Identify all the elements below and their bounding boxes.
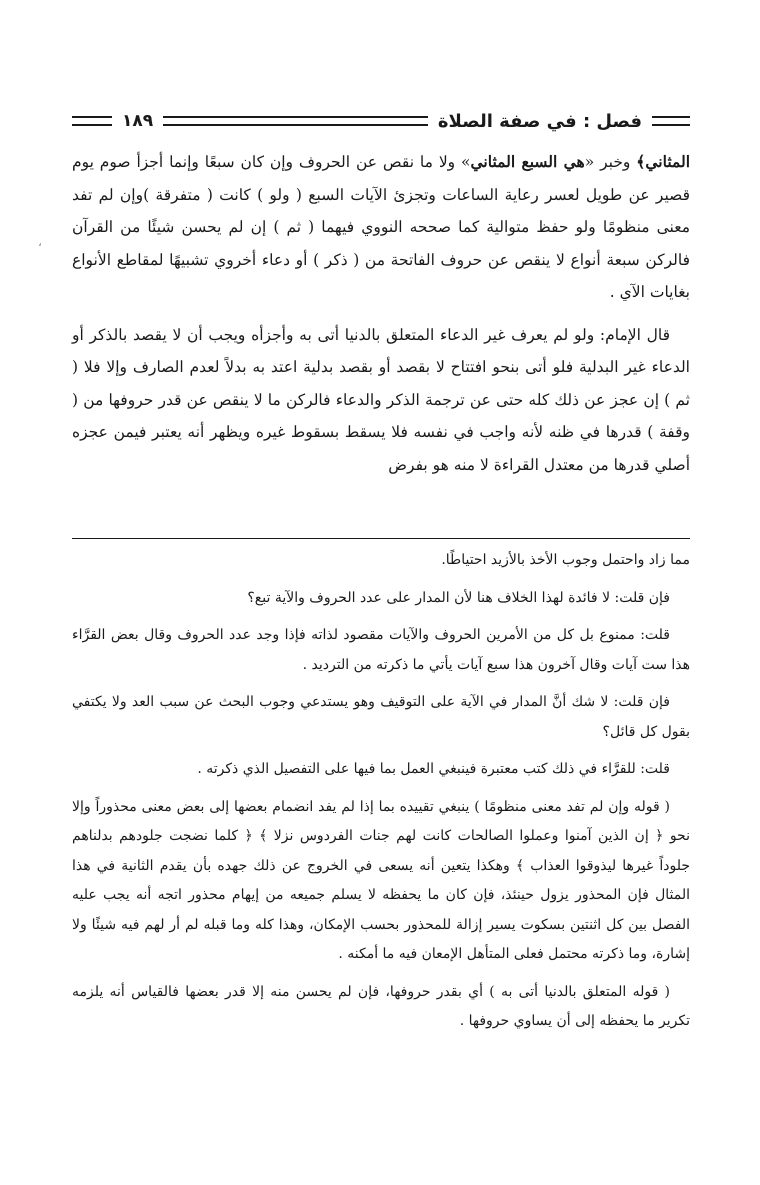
margin-mark: ، bbox=[38, 235, 42, 249]
header-rule-right bbox=[652, 116, 690, 126]
header-rule-left bbox=[72, 116, 112, 126]
main-paragraph-2: قال الإمام: ولو لم يعرف غير الدعاء المتعلق بالدنيا أتى به وأجزأه ويجب أن لا يقصد بالذكر أو الدعاء غير البدلية فلو أتى بنحو افتتاح لا بقصد أو بقصد بدلية اعتد به بدلاً لعدم الصارف وإلا فلا ( ثم ) إن عجز عن ذلك كله حتى عن ترجمة الذكر والدعاء فالركن ما لا ينقص عن قدر حروفها من ( وقفة ) قدرها في ظنه لأنه واجب في نفسه فلا يسقط بسقوط غيره ويظهر أنه يعتبر فيمن عجزه أصلي قدرها من معتدل القراءة لا منه هو بفرض bbox=[72, 325, 690, 474]
main-text bbox=[72, 146, 690, 491]
note-1: مما زاد واحتمل وجوب الأخذ بالأزيد احتياطًا. bbox=[441, 552, 690, 568]
quran-ref-bold: المثاني﴾ bbox=[636, 152, 691, 171]
note-2: فإن قلت: لا فائدة لهذا الخلاف هنا لأن المدار على عدد الحروف والآية تبع؟ bbox=[247, 589, 670, 606]
footnote-divider bbox=[72, 538, 690, 539]
note-4: فإن قلت: لا شك أنَّ المدار في الآية على التوقيف وهو يستدعي وجوب البحث عن سبب العد ولا يكتفي بقول كل قائل؟ bbox=[72, 694, 690, 740]
text-span: » ولا ما نقص عن الحروف وإن كان سبعًا وإنما أجزأ صوم يوم قصير عن طويل لعسر رعاية الساعات وتجزئ الآيات السبع ( ولو ) كانت ( متفرقة )وإن لم تفد معنى منظومًا ولو حفظ متوالية كما صححه النووي فيهما ( ثم ) إن لم يحسن شيئًا من القرآن فالركن سبعة أنواع لا ينقص عن حروف الفاتحة من ( ذكر ) أو دعاء أخروي تشبيهًا لمقاطع الأنواع بغايات الآي . bbox=[72, 153, 690, 301]
hadith-ref-bold: هي السبع المثاني bbox=[470, 152, 585, 171]
page-number: ١٨٩ bbox=[122, 111, 154, 131]
text-span: وخبر « bbox=[584, 153, 637, 171]
note-6: ( قوله وإن لم تفد معنى منظومًا ) ينبغي تقييده بما إذا لم يفد انضمام بعضها إلى بعض معنى محذوراً وإلا نحو ﴿ إن الذين آمنوا وعملوا الصالحات كانت لهم جنات الفردوس نزلا ﴾ ﴿ كلما نضجت جلودهم بدلناهم جلوداً غيرها ليذوقوا العذاب ﴾ وهكذا يتعين أنه يسعى في الخروج عن ذلك جهده بأن يقدم الثانية في هذا المثال فإن المحذور يزول حينئذ، فإن كان ما يحفظه لا يسلم جميعه من إيهام محذور اتجه أنه يجب عليه الفصل بين كل اثنتين بسكوت يسير إزالة للمحذور بحسب الإمكان، وهذا كله وما قبله لم أر لهم فيه شيئًا ولا إشارة، وما ذكرته محتمل فعلى المتأهل الإمعان فيه ما أمكنه . bbox=[72, 798, 690, 962]
note-7: ( قوله المتعلق بالدنيا أتى به ) أي بقدر حروفها، فإن لم يحسن منه إلا قدر بعضها فالقياس أنه يلزمه تكرير ما يحفظه إلى أن يساوي حروفها . bbox=[72, 983, 690, 1029]
note-3: قلت: ممنوع بل كل من الأمرين الحروف والآيات مقصود لذاته فإذا وجد عدد الحروف وقال بعض القرَّاء هذا ست آيات وقال آخرون هذا سبع آيات يأتي ما ذكرته من الترديد . bbox=[72, 627, 690, 673]
marginal-notes bbox=[72, 546, 690, 1045]
header-rule-long bbox=[163, 116, 428, 126]
main-paragraph-1 bbox=[72, 146, 690, 309]
running-header bbox=[72, 106, 690, 136]
note-5: قلت: للقرَّاء في ذلك كتب معتبرة فينبغي العمل بما فيها على التفصيل الذي ذكرته . bbox=[197, 761, 670, 777]
chapter-title: فصل : في صفة الصلاة bbox=[437, 110, 642, 132]
